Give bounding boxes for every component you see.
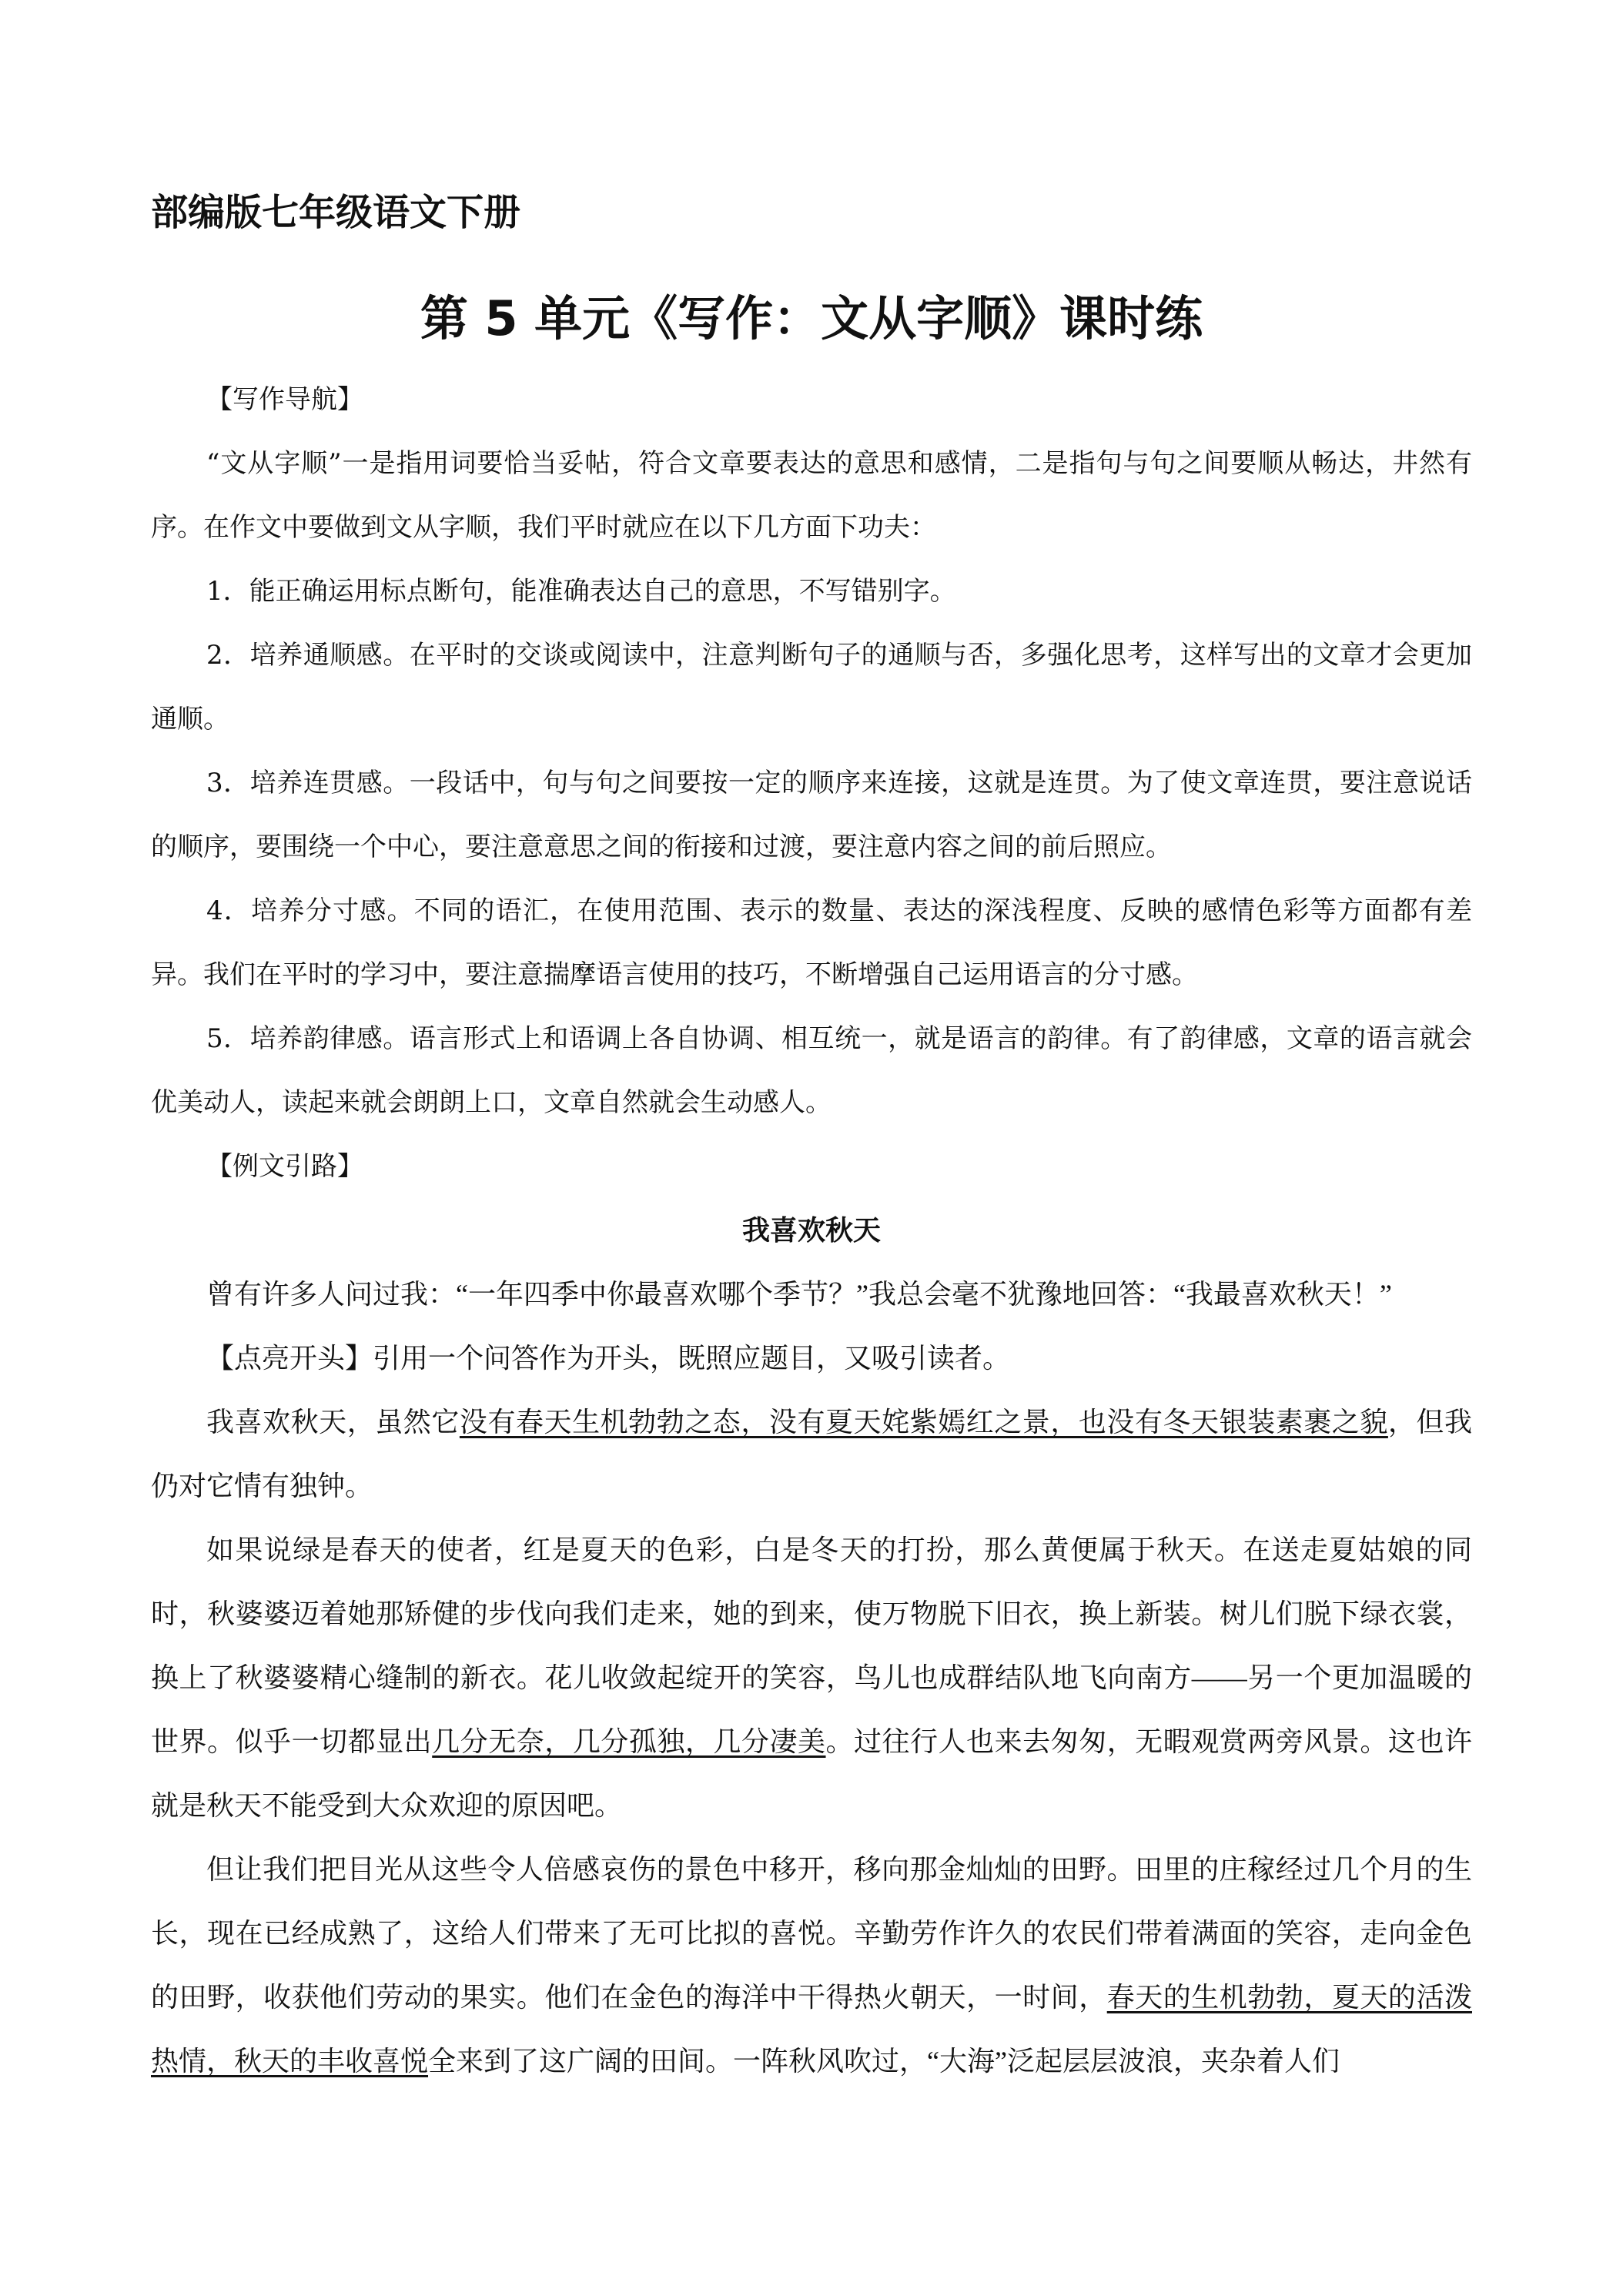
essay-p4-underlined: 春天的生机勃勃，夏天的活泼热情，秋天的丰收喜悦	[151, 1982, 1472, 2077]
document-content	[151, 188, 1472, 2094]
essay-paragraph-2	[151, 1391, 1472, 1518]
guide-item-4: 4．培养分寸感。不同的语汇，在使用范围、表示的数量、表达的深浅程度、反映的感情色彩等方面都有差异。我们在平时的学习中，要注意揣摩语言使用的技巧，不断增强自己运用语言的分寸感。	[151, 895, 1472, 990]
writing-guide-heading: 【写作导航】	[206, 384, 363, 415]
unit-title: 第 5 单元《写作：文从字顺》课时练	[420, 290, 1203, 346]
essay-comment-opening: 【点亮开头】引用一个问答作为开头，既照应题目，又吸引读者。	[206, 1343, 1011, 1374]
essay-p3-text-b: 。过往行人也来去匆匆，无暇观赏两旁风景。这也许就是秋天不能受到大众欢迎的原因吧。	[151, 1726, 1472, 1821]
essay-p2-text-a: 我喜欢秋天，虽然它	[206, 1407, 460, 1438]
essay-p2-text-b: ，但我仍对它情有独钟。	[151, 1407, 1472, 1501]
essay-paragraph-4	[151, 1838, 1472, 2094]
example-heading: 【例文引路】	[206, 1151, 363, 1182]
guide-item-1: 1．能正确运用标点断句，能准确表达自己的意思，不写错别字。	[206, 576, 956, 607]
essay-p4-text-a: 但让我们把目光从这些令人倍感哀伤的景色中移开，移向那金灿灿的田野。田里的庄稼经过几个月的生长，现在已经成熟了，这给人们带来了无可比拟的喜悦。辛勤劳作许久的农民们带着满面的笑容，走向金色的田野，收获他们劳动的果实。他们在金色的海洋中干得热火朝天，一时间，	[151, 1854, 1472, 2013]
essay-p3-underlined: 几分无奈，几分孤独，几分凄美	[432, 1726, 826, 1757]
guide-item-3: 3．培养连贯感。一段话中，句与句之间要按一定的顺序来连接，这就是连贯。为了使文章连贯，要注意说话的顺序，要围绕一个中心，要注意意思之间的衔接和过渡，要注意内容之间的前后照应。	[151, 768, 1472, 862]
guide-item-5: 5．培养韵律感。语言形式上和语调上各自协调、相互统一，就是语言的韵律。有了韵律感，文章的语言就会优美动人，读起来就会朗朗上口，文章自然就会生动感人。	[151, 1023, 1472, 1118]
book-title: 部编版七年级语文下册	[151, 191, 521, 234]
essay-p4-text-b: 全来到了这广阔的田间。一阵秋风吹过，“大海”泛起层层波浪，夹杂着人们	[428, 2046, 1340, 2077]
essay-p2-underlined: 没有春天生机勃勃之态，没有夏天姹紫嫣红之景，也没有冬天银装素裹之貌	[459, 1407, 1388, 1438]
guide-item-2: 2．培养通顺感。在平时的交谈或阅读中，注意判断句子的通顺与否，多强化思考，这样写出的文章才会更加通顺。	[151, 640, 1472, 735]
essay-paragraph-3	[151, 1518, 1472, 1838]
writing-guide-intro: “文从字顺”一是指用词要恰当妥帖，符合文章要表达的意思和感情，二是指句与句之间要顺从畅达，井然有序。在作文中要做到文从字顺，我们平时就应在以下几方面下功夫：	[151, 448, 1472, 543]
essay-title: 我喜欢秋天	[741, 1215, 881, 1247]
essay-paragraph-1: 曾有许多人问过我：“一年四季中你最喜欢哪个季节？”我总会毫不犹豫地回答：“我最喜欢秋天！”	[206, 1279, 1392, 1310]
essay-p3-text-a: 如果说绿是春天的使者，红是夏天的色彩，白是冬天的打扮，那么黄便属于秋天。在送走夏姑娘的同时，秋婆婆迈着她那矫健的步伐向我们走来，她的到来，使万物脱下旧衣，换上新装。树儿们脱下绿衣裳，换上了秋婆婆精心缝制的新衣。花儿收敛起绽开的笑容，鸟儿也成群结队地飞向南方——另一个更加温暖的世界。似乎一切都显出	[151, 1535, 1472, 1757]
